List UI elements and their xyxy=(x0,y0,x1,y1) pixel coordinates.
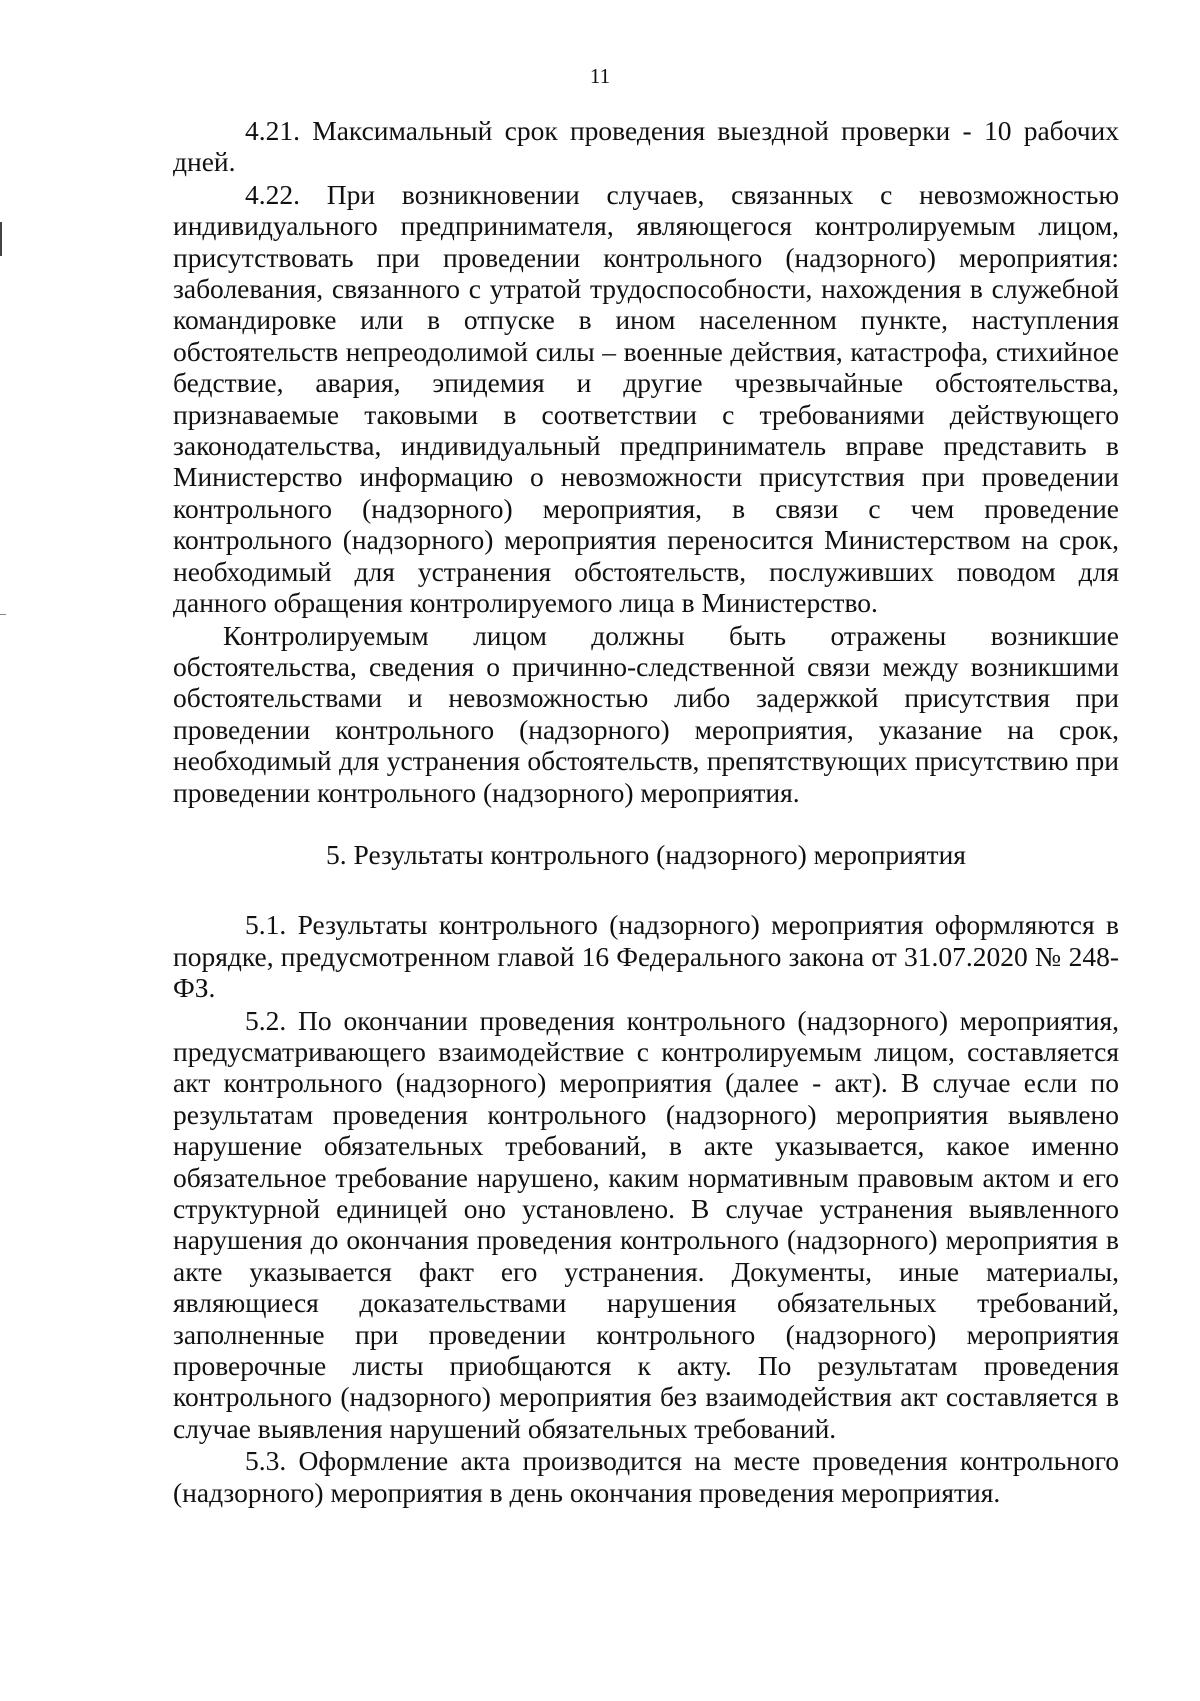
paragraph-5-2: 5.2. По окончании проведения контрольного (надзорного) мероприятия, предусматривающего взаимодействие с контролируемым лицом, составляется акт контрольного (надзорного) мероприятия (далее - акт). В случае если по результатам проведения контрольного (надзорного) мероприятия выявлено нарушение обязательных требований, в акте указывается, какое именно обязательное требование нарушено, каким нормативным правовым актом и его структурной единицей оно установлено. В случае устранения выявленного нарушения до окончания проведения контрольного (надзорного) мероприятия в акте указывается факт его устранения. Документы, иные материалы, являющиеся доказательствами нарушения обязательных требований, заполненные при проведении контрольного (надзорного) мероприятия проверочные листы приобщаются к акту. По результатам проведения контрольного (надзорного) мероприятия без взаимодействия акт составляется в случае выявления нарушений обязательных требований. xyxy=(173,1004,1119,1444)
paragraph-4-21: 4.21. Максимальный срок проведения выездной проверки - 10 рабочих дней. xyxy=(173,115,1119,178)
section-5-heading: 5. Результаты контрольного (надзорного) мероприятия xyxy=(326,838,966,870)
scan-edge-mark xyxy=(0,222,2,256)
paragraph-5-1: 5.1. Результаты контрольного (надзорного) мероприятия оформляются в порядке, предусмотренном главой 16 Федерального закона от 31.07.2020 № 248-ФЗ. xyxy=(173,909,1119,1004)
paragraph-5-3: 5.3. Оформление акта производится на месте проведения контрольного (надзорного) мероприятия в день окончания проведения мероприятия. xyxy=(173,1445,1119,1508)
page-number: 11 xyxy=(589,64,611,88)
paragraph-4-22: 4.22. При возникновении случаев, связанных с невозможностью индивидуального предпринимателя, являющегося контролируемым лицом, присутствовать при проведении контрольного (надзорного) мероприятия: заболевания, связанного с утратой трудоспособности, нахождения в служебной командировке или в отпуске в ином населенном пункте, наступления обстоятельств непреодолимой силы – военные действия, катастрофа, стихийное бедствие, авария, эпидемия и другие чрезвычайные обстоятельства, признаваемые таковыми в соответствии с требованиями действующего законодательства, индивидуальный предприниматель вправе представить в Министерство информацию о невозможности присутствия при проведении контрольного (надзорного) мероприятия, в связи с чем проведение контрольного (надзорного) мероприятия переносится Министерством на срок, необходимый для устранения обстоятельств, послуживших поводом для данного обращения контролируемого лица в Министерство. xyxy=(173,178,1119,619)
scan-edge-mark xyxy=(0,614,6,615)
document-body xyxy=(173,115,1119,1509)
paragraph-4-22-continued: Контролируемым лицом должны быть отражены возникшие обстоятельства, сведения о причинно-следственной связи между возникшими обстоятельствами и невозможностью либо задержкой присутствия при проведении контрольного (надзорного) мероприятия, указание на срок, необходимый для устранения обстоятельств, препятствующих присутствию при проведении контрольного (надзорного) мероприятия. xyxy=(173,619,1119,808)
